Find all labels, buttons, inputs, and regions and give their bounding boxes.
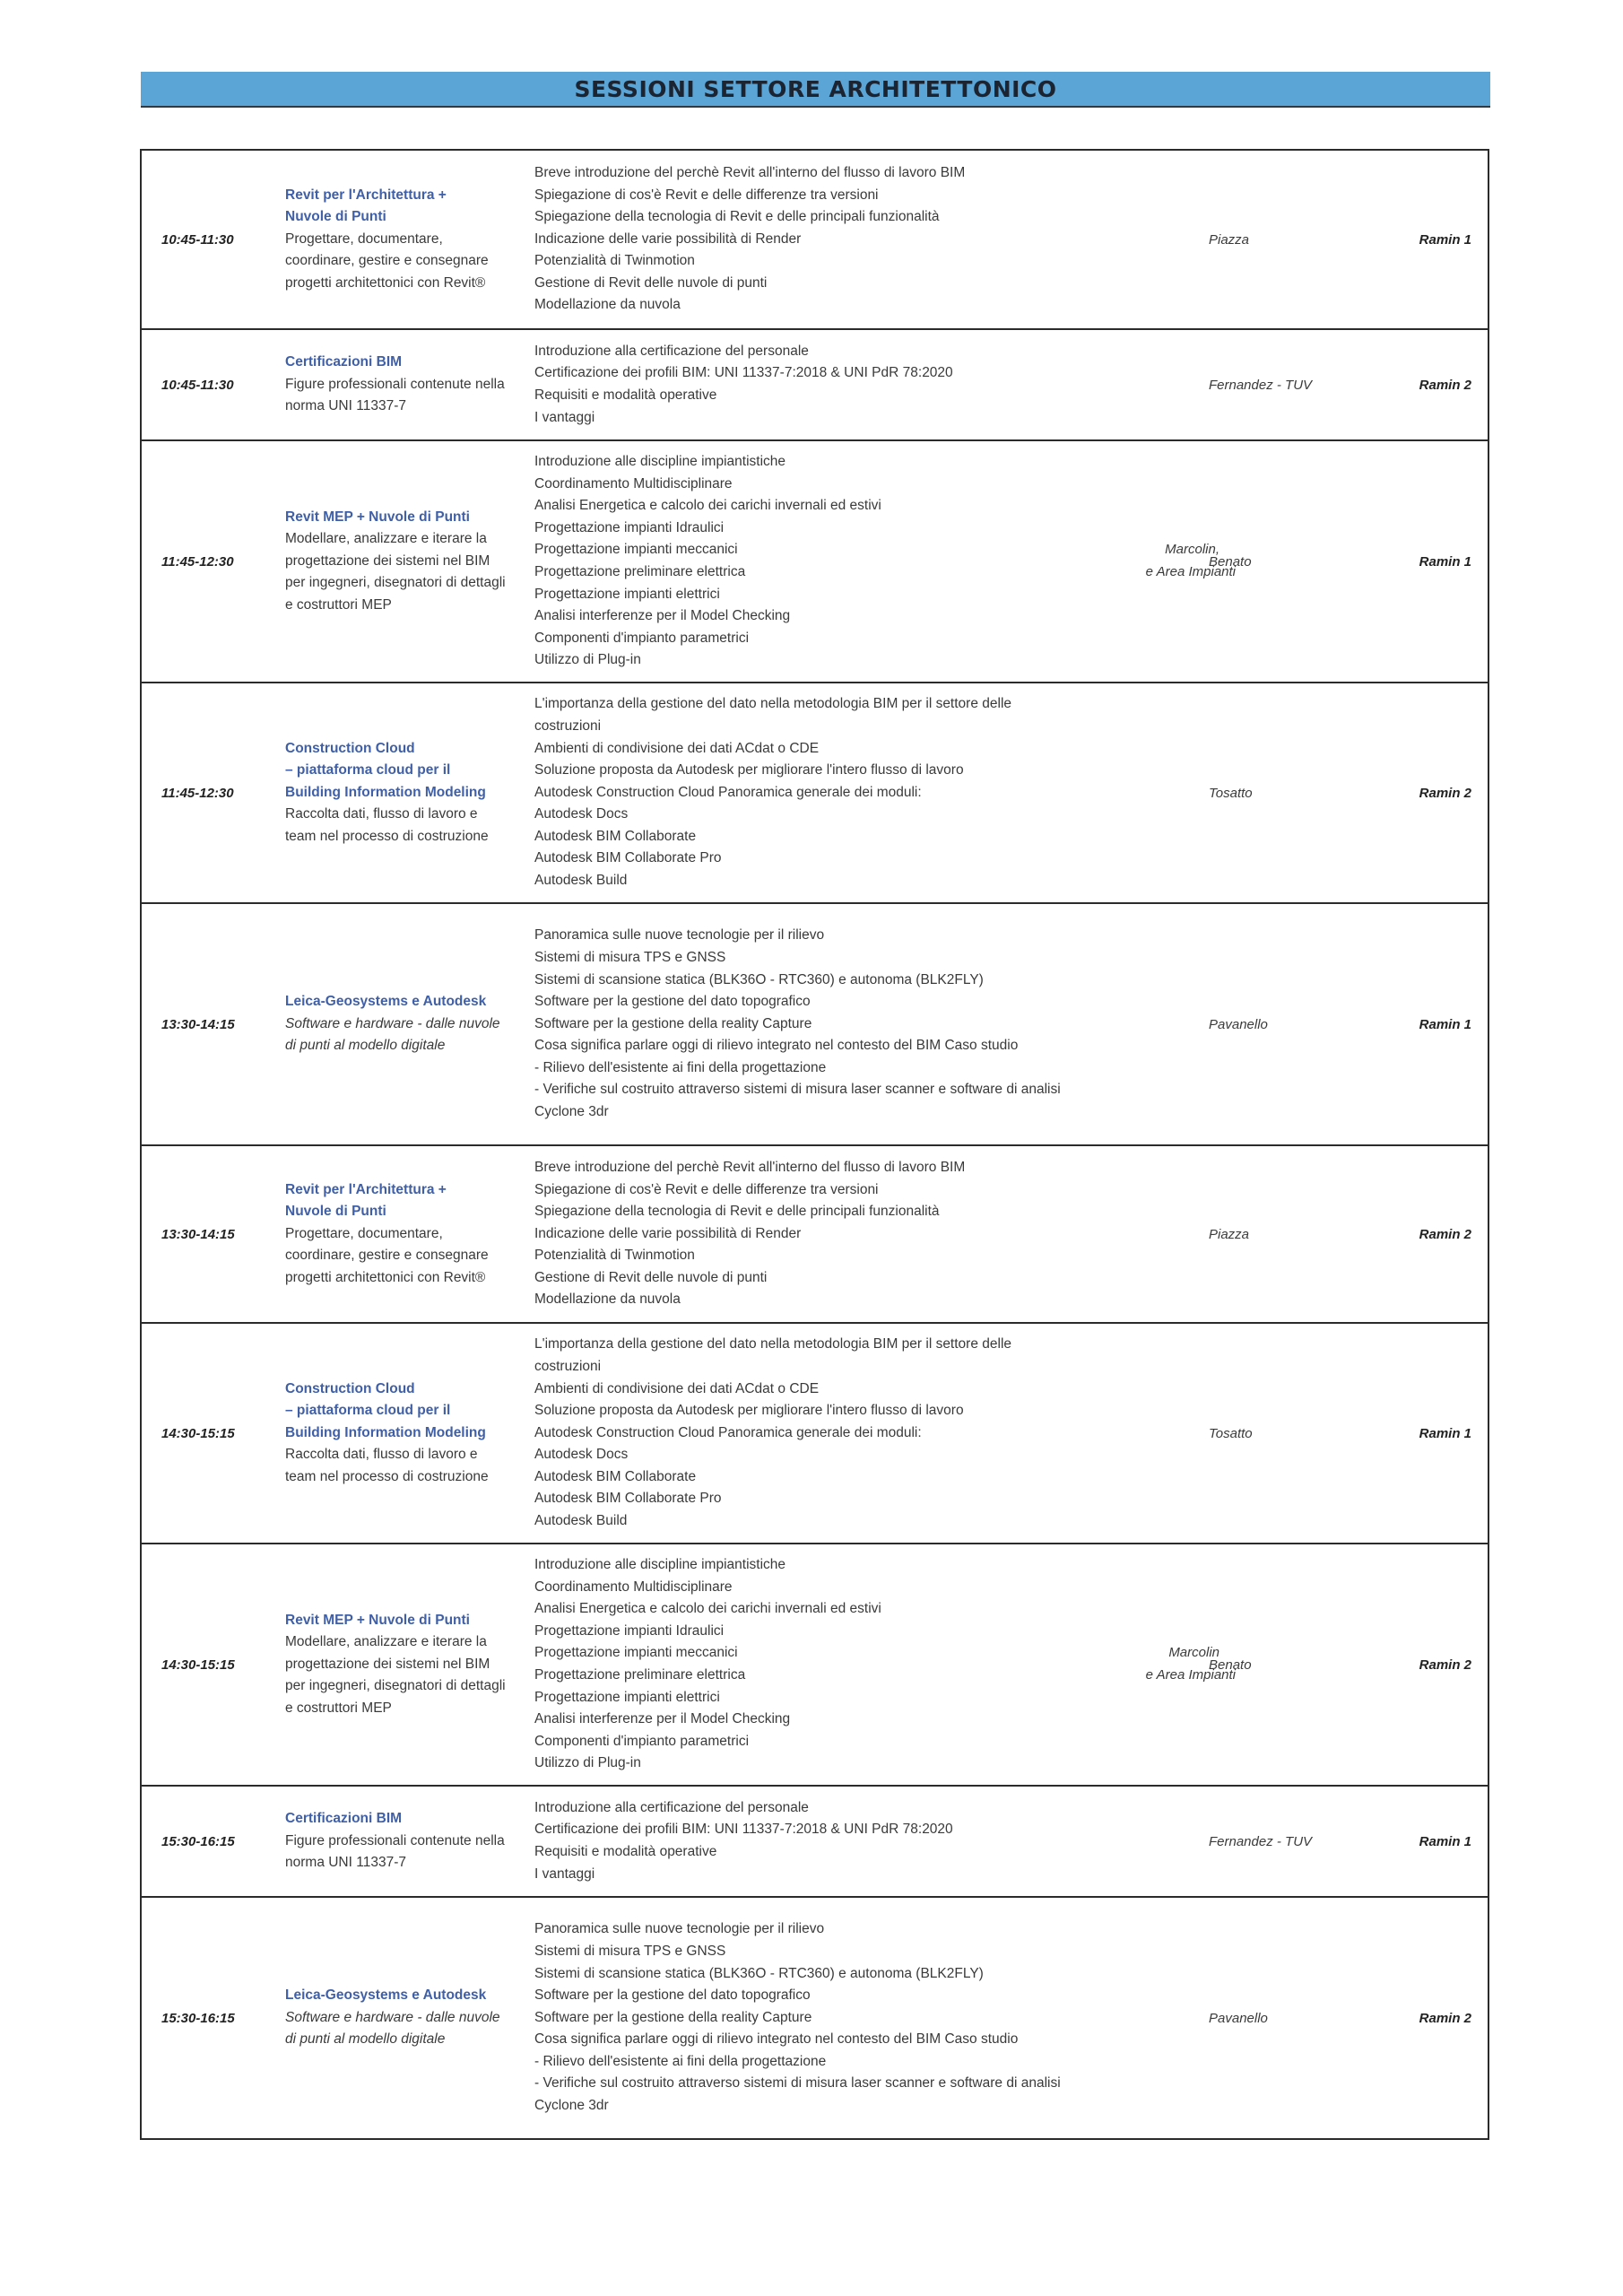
co-speaker-line: e Area Impianti (1145, 1667, 1236, 1683)
topic-item: Progettazione impianti Idraulici (534, 1622, 725, 1639)
topic-item: Spiegazione della tecnologia di Revit e delle principali funzionalità (534, 209, 940, 225)
session-room: Ramin 1 (1419, 1016, 1471, 1032)
session-speaker: Benato (1209, 553, 1252, 570)
session-title: Certificazioni BIM (285, 1811, 403, 1827)
session-description: Software e hardware - dalle nuvole di punti al modello digitale (285, 1015, 500, 1054)
topic-item: Componenti d'impianto parametrici (534, 630, 750, 646)
topic-item: - Rilievo dell'esistente ai fini della progettazione (534, 1059, 827, 1075)
session-row (142, 151, 1488, 328)
topic-item: Autodesk BIM Collaborate (534, 1468, 697, 1484)
topic-item: Breve introduzione del perchè Revit all'interno del flusso di lavoro BIM (534, 164, 966, 180)
session-title-cell (285, 1898, 509, 2138)
session-time: 10:45-11:30 (161, 377, 234, 393)
session-title: Construction Cloud – piattaforma cloud per il Building Information Modeling (285, 740, 486, 800)
session-title-cell (285, 683, 509, 902)
topic-item: Potenzialità di Twinmotion (534, 253, 695, 269)
topic-item: Gestione di Revit delle nuvole di punti (534, 274, 768, 291)
topic-item: Introduzione alle discipline impiantistiche (534, 454, 786, 470)
session-row (142, 328, 1488, 439)
session-row (142, 1785, 1488, 1896)
topic-item: Analisi Energetica e calcolo dei carichi invernali ed estivi (534, 1601, 881, 1617)
topic-item: Autodesk Docs (534, 806, 629, 822)
topic-item: I vantaggi (534, 409, 595, 425)
session-row (142, 439, 1488, 682)
topic-item: Indicazione delle varie possibilità di Render (534, 230, 802, 247)
topic-item: - Rilievo dell'esistente ai fini della progettazione (534, 2053, 827, 2069)
topic-item: L'importanza della gestione del dato nella metodologia BIM per il settore delle costruzioni (534, 1336, 1012, 1374)
topic-item: Software per la gestione del dato topografico (534, 994, 811, 1010)
topic-item: Autodesk Docs (534, 1447, 629, 1463)
session-speaker: Piazza (1209, 1226, 1250, 1242)
topic-item: Autodesk Build (534, 873, 628, 889)
topic-item: Autodesk BIM Collaborate Pro (534, 1491, 722, 1507)
topic-item: - Verifiche sul costruito attraverso sistemi di misura laser scanner e software di analisi Cyclone 3dr (534, 2075, 1061, 2114)
session-topics (534, 1898, 1072, 2138)
topic-item: Autodesk Construction Cloud Panoramica generale dei moduli: (534, 1424, 922, 1440)
page-title-banner (141, 72, 1490, 108)
session-topics (534, 151, 1072, 328)
topic-item: Autodesk Build (534, 1513, 628, 1529)
topic-item: Progettazione impianti meccanici (534, 1645, 738, 1661)
session-room: Ramin 1 (1419, 1425, 1471, 1441)
session-room: Ramin 1 (1419, 553, 1471, 570)
session-speaker: Pavanello (1209, 2010, 1268, 2026)
topic-item: Progettazione impianti elettrici (534, 1689, 720, 1705)
session-time: 10:45-11:30 (161, 231, 234, 248)
session-topics (534, 904, 1072, 1144)
session-description: Raccolta dati, flusso di lavoro e team nel processo di costruzione (285, 806, 489, 844)
topic-item: Cosa significa parlare oggi di rilievo integrato nel contesto del BIM Caso studio (534, 1038, 1019, 1054)
session-description: Raccolta dati, flusso di lavoro e team nel processo di costruzione (285, 1447, 489, 1484)
session-description: Progettare, documentare, coordinare, gestire e consegnare progetti architettonici con Revit® (285, 230, 489, 291)
topic-item: Analisi Energetica e calcolo dei carichi invernali ed estivi (534, 498, 881, 514)
topic-item: L'importanza della gestione del dato nella metodologia BIM per il settore delle costruzioni (534, 696, 1012, 734)
topic-item: Breve introduzione del perchè Revit all'interno del flusso di lavoro BIM (534, 1159, 966, 1175)
co-speaker-line: Marcolin (1168, 1645, 1219, 1661)
page-title: SESSIONI SETTORE ARCHITETTONICO (574, 75, 1057, 102)
session-topics (534, 330, 1072, 439)
session-row (142, 1896, 1488, 2138)
topic-item: Cosa significa parlare oggi di rilievo integrato nel contesto del BIM Caso studio (534, 2031, 1019, 2048)
topic-item: Soluzione proposta da Autodesk per migliorare l'intero flusso di lavoro (534, 762, 964, 778)
session-room: Ramin 2 (1419, 1226, 1471, 1242)
topic-item: Spiegazione di cos'è Revit e delle differenze tra versioni (534, 1181, 879, 1197)
session-time: 13:30-14:15 (161, 1016, 235, 1032)
topic-item: Analisi interferenze per il Model Checking (534, 608, 791, 624)
topic-item: Introduzione alle discipline impiantistiche (534, 1557, 786, 1573)
session-description: Modellare, analizzare e iterare la progettazione dei sistemi nel BIM per ingegneri, disegnatori di dettagli e costruttori MEP (285, 1634, 506, 1716)
session-time: 11:45-12:30 (161, 785, 234, 801)
topic-item: Coordinamento Multidisciplinare (534, 1578, 733, 1595)
topic-item: Indicazione delle varie possibilità di Render (534, 1225, 802, 1241)
session-room: Ramin 1 (1419, 1833, 1471, 1849)
session-speaker: Tosatto (1209, 785, 1253, 801)
topic-item: Software per la gestione del dato topografico (534, 1987, 811, 2004)
session-row (142, 682, 1488, 902)
session-speaker: Piazza (1209, 231, 1250, 248)
topic-item: Gestione di Revit delle nuvole di punti (534, 1269, 768, 1285)
topic-item: Sistemi di misura TPS e GNSS (534, 949, 726, 965)
topic-item: Requisiti e modalità operative (534, 1844, 717, 1859)
topic-item: - Verifiche sul costruito attraverso sistemi di misura laser scanner e software di analisi Cyclone 3dr (534, 1082, 1061, 1120)
topic-item: Sistemi di misura TPS e GNSS (534, 1943, 726, 1959)
topic-item: Modellazione da nuvola (534, 297, 681, 313)
topic-item: Introduzione alla certificazione del personale (534, 343, 809, 359)
session-title-cell (285, 1787, 509, 1896)
session-title: Construction Cloud – piattaforma cloud per il Building Information Modeling (285, 1380, 486, 1440)
topic-item: Software per la gestione della reality Capture (534, 1015, 812, 1031)
topic-item: Introduzione alla certificazione del personale (534, 1799, 809, 1815)
topic-item: Sistemi di scansione statica (BLK36O - RTC360) e autonoma (BLK2FLY) (534, 971, 984, 987)
session-time: 14:30-15:15 (161, 1425, 235, 1441)
topic-item: Panoramica sulle nuove tecnologie per il rilievo (534, 1921, 825, 1937)
topic-item: Certificazione dei profili BIM: UNI 11337-7:2018 & UNI PdR 78:2020 (534, 365, 953, 381)
topic-item: Autodesk BIM Collaborate (534, 828, 697, 844)
session-description: Modellare, analizzare e iterare la progettazione dei sistemi nel BIM per ingegneri, disegnatori di dettagli e costruttori MEP (285, 531, 506, 613)
session-title: Leica-Geosystems e Autodesk (285, 994, 487, 1010)
topic-item: Progettazione preliminare elettrica (534, 1667, 746, 1683)
session-title-cell (285, 330, 509, 439)
topic-item: Potenzialità di Twinmotion (534, 1248, 695, 1264)
topic-item: Componenti d'impianto parametrici (534, 1733, 750, 1749)
session-time: 14:30-15:15 (161, 1657, 235, 1673)
sessions-table (140, 149, 1489, 2140)
session-title: Certificazioni BIM (285, 354, 403, 370)
topic-item: Modellazione da nuvola (534, 1292, 681, 1308)
session-description: Figure professionali contenute nella norma UNI 11337-7 (285, 376, 505, 414)
session-title: Leica-Geosystems e Autodesk (285, 1987, 487, 2004)
session-time: 13:30-14:15 (161, 1226, 235, 1242)
session-speaker: Pavanello (1209, 1016, 1268, 1032)
session-time: 15:30-16:15 (161, 2010, 235, 2026)
topic-item: Progettazione impianti meccanici (534, 542, 738, 558)
session-title: Revit per l'Architettura + Nuvole di Punti (285, 1181, 447, 1220)
session-title: Revit MEP + Nuvole di Punti (285, 1612, 470, 1628)
session-time: 15:30-16:15 (161, 1833, 235, 1849)
session-description: Software e hardware - dalle nuvole di punti al modello digitale (285, 2009, 500, 2048)
session-title: Revit per l'Architettura + Nuvole di Punti (285, 187, 447, 225)
topic-item: Progettazione impianti Idraulici (534, 519, 725, 535)
topic-item: Sistemi di scansione statica (BLK36O - RTC360) e autonoma (BLK2FLY) (534, 1965, 984, 1981)
topic-item: Certificazione dei profili BIM: UNI 11337-7:2018 & UNI PdR 78:2020 (534, 1822, 953, 1838)
topic-item: Spiegazione della tecnologia di Revit e delle principali funzionalità (534, 1204, 940, 1220)
topic-item: Autodesk Construction Cloud Panoramica generale dei moduli: (534, 784, 922, 800)
session-row (142, 1144, 1488, 1322)
session-room: Ramin 1 (1419, 231, 1471, 248)
session-speaker: Benato (1209, 1657, 1252, 1673)
session-title-cell (285, 1544, 509, 1785)
session-title-cell (285, 1324, 509, 1543)
session-speaker: Fernandez - TUV (1209, 377, 1313, 393)
session-topics (534, 441, 1072, 682)
session-title-cell (285, 904, 509, 1144)
session-row (142, 1322, 1488, 1543)
session-title-cell (285, 1146, 509, 1322)
topic-item: Requisiti e modalità operative (534, 387, 717, 403)
topic-item: Panoramica sulle nuove tecnologie per il rilievo (534, 927, 825, 944)
topic-item: Ambienti di condivisione dei dati ACdat o CDE (534, 1380, 820, 1396)
topic-item: Ambienti di condivisione dei dati ACdat o CDE (534, 740, 820, 756)
topic-item: Software per la gestione della reality Capture (534, 2009, 812, 2025)
topic-item: Analisi interferenze per il Model Checking (534, 1711, 791, 1727)
session-row (142, 902, 1488, 1144)
session-room: Ramin 2 (1419, 785, 1471, 801)
session-room: Ramin 2 (1419, 377, 1471, 393)
session-topics (534, 1544, 1072, 1785)
co-speaker-line: e Area Impianti (1145, 564, 1236, 579)
co-speaker-line: Marcolin, (1165, 542, 1219, 558)
session-speaker: Fernandez - TUV (1209, 1833, 1313, 1849)
session-room: Ramin 2 (1419, 2010, 1471, 2026)
session-description: Figure professionali contenute nella norma UNI 11337-7 (285, 1832, 505, 1871)
topic-item: Coordinamento Multidisciplinare (534, 475, 733, 491)
topic-item: Autodesk BIM Collaborate Pro (534, 850, 722, 866)
session-time: 11:45-12:30 (161, 553, 234, 570)
session-topics (534, 1324, 1072, 1543)
topic-item: Soluzione proposta da Autodesk per migliorare l'intero flusso di lavoro (534, 1403, 964, 1419)
session-title-cell (285, 441, 509, 682)
topic-item: Spiegazione di cos'è Revit e delle differenze tra versioni (534, 187, 879, 203)
topic-item: Utilizzo di Plug-in (534, 1755, 641, 1771)
session-row (142, 1543, 1488, 1785)
topic-item: I vantaggi (534, 1866, 595, 1882)
session-speaker: Tosatto (1209, 1425, 1253, 1441)
session-topics (534, 1787, 1072, 1896)
topic-item: Progettazione impianti elettrici (534, 586, 720, 602)
session-title: Revit MEP + Nuvole di Punti (285, 509, 470, 525)
session-topics (534, 683, 1072, 902)
topic-item: Progettazione preliminare elettrica (534, 564, 746, 579)
session-topics (534, 1146, 1072, 1322)
session-title-cell (285, 151, 509, 328)
session-room: Ramin 2 (1419, 1657, 1471, 1673)
session-description: Progettare, documentare, coordinare, gestire e consegnare progetti architettonici con Revit® (285, 1225, 489, 1285)
topic-item: Utilizzo di Plug-in (534, 652, 641, 668)
